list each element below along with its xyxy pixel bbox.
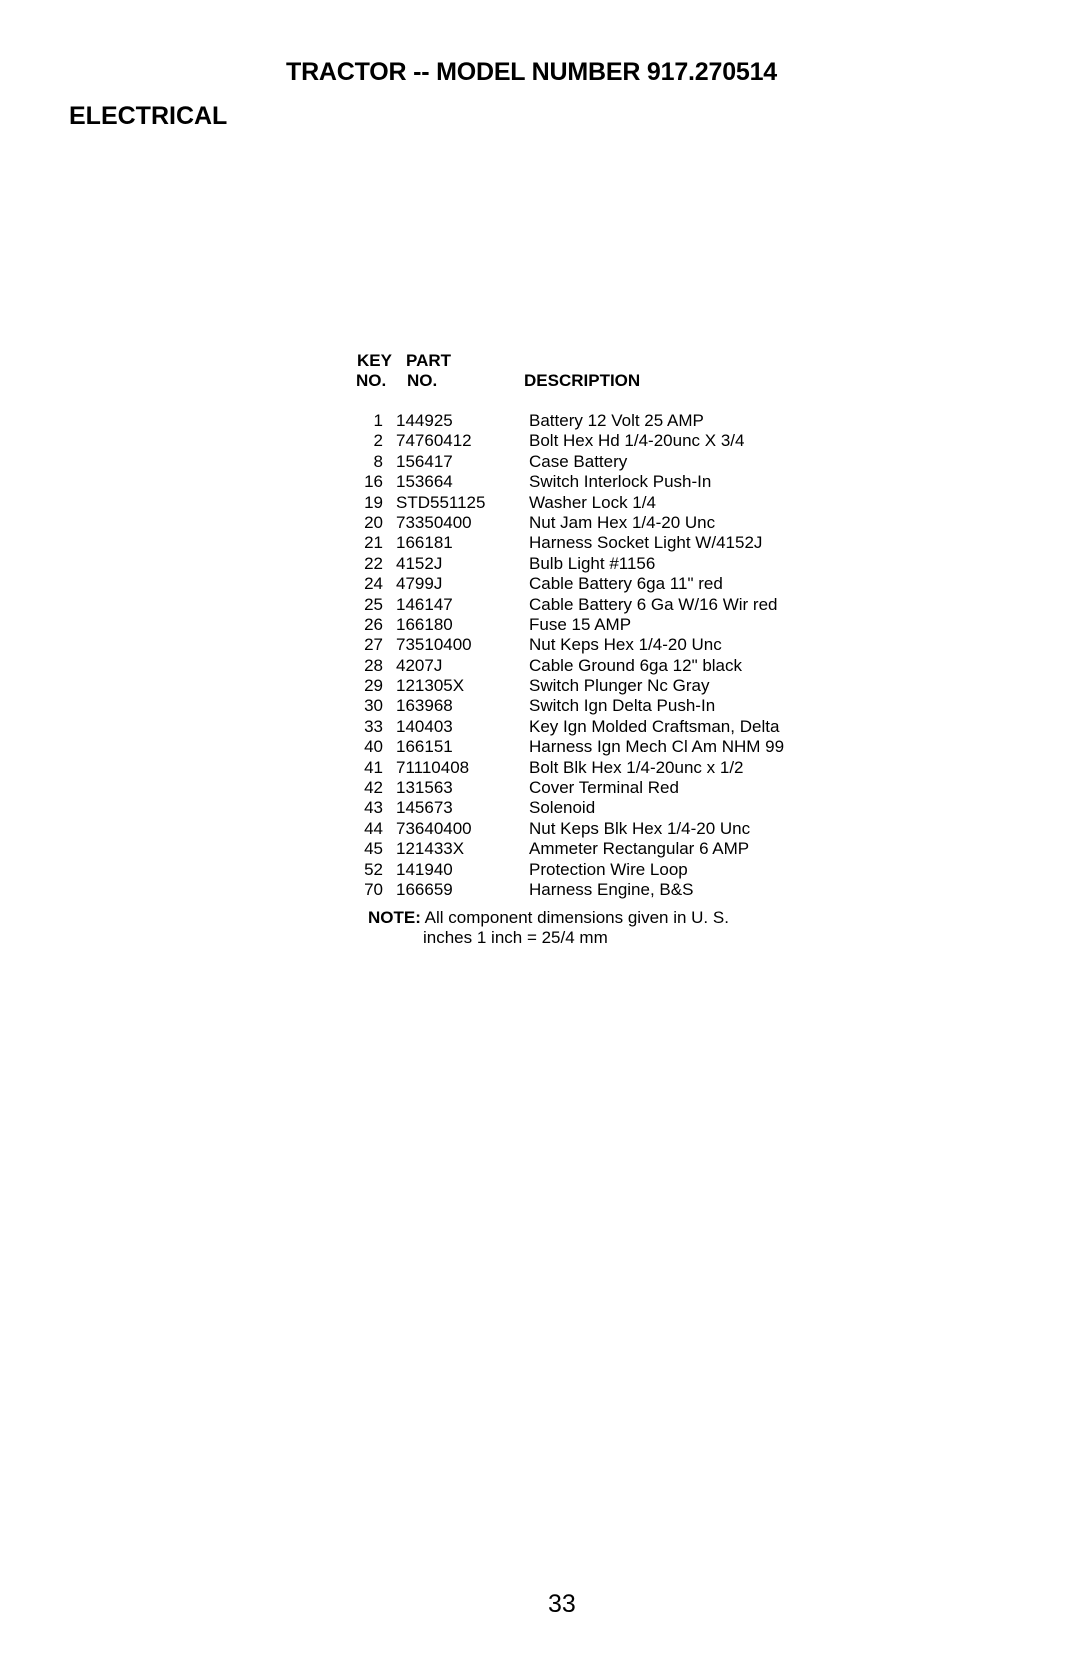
part-number: 141940 (396, 859, 453, 879)
description: Nut Jam Hex 1/4-20 Unc (529, 512, 716, 532)
note-label: NOTE: (368, 908, 421, 927)
page-number: 33 (548, 1590, 576, 1618)
part-number: 163968 (396, 696, 453, 716)
key-number: 19 (364, 492, 383, 512)
description: Harness Engine, B&S (529, 879, 694, 899)
table-row (0, 493, 1075, 513)
table-row (0, 717, 1075, 737)
table-row (0, 839, 1075, 859)
table-row (0, 595, 1075, 615)
key-number: 29 (364, 676, 383, 696)
key-number: 45 (364, 839, 383, 859)
table-row (0, 778, 1075, 798)
description: Cable Battery 6ga 11" red (529, 574, 723, 594)
key-number: 25 (364, 594, 383, 614)
header-key-line2: NO. (356, 371, 387, 390)
parts-list (0, 411, 1075, 900)
key-number: 70 (364, 879, 383, 899)
description: Bolt Hex Hd 1/4-20unc X 3/4 (529, 431, 745, 451)
section-title: ELECTRICAL (69, 102, 228, 130)
key-number: 26 (364, 614, 383, 634)
part-number: 71110408 (396, 757, 470, 777)
part-number: 73350400 (396, 512, 472, 532)
table-row (0, 411, 1075, 431)
part-number: 166180 (396, 614, 453, 634)
part-number: 74760412 (396, 431, 472, 451)
part-number: 140403 (396, 716, 453, 736)
key-number: 40 (364, 737, 383, 757)
description: Ammeter Rectangular 6 AMP (529, 839, 750, 859)
key-number: 2 (373, 431, 383, 451)
part-number: 153664 (396, 472, 453, 492)
table-row (0, 737, 1075, 757)
table-row (0, 819, 1075, 839)
description: Bulb Light #1156 (529, 553, 656, 573)
table-row (0, 798, 1075, 818)
key-number: 16 (364, 472, 383, 492)
key-number: 21 (364, 533, 383, 553)
description: Harness Ign Mech Cl Am NHM 99 (529, 737, 785, 757)
description: Fuse 15 AMP (529, 614, 632, 634)
note (368, 908, 729, 948)
key-number: 52 (364, 859, 383, 879)
header-description: DESCRIPTION (524, 371, 641, 390)
table-row (0, 860, 1075, 880)
description: Nut Keps Blk Hex 1/4-20 Unc (529, 818, 751, 838)
table-row (0, 472, 1075, 492)
key-number: 20 (364, 512, 383, 532)
note-line1: All component dimensions given in U. S. (420, 908, 729, 927)
table-row (0, 452, 1075, 472)
key-number: 41 (364, 757, 383, 777)
page-title: TRACTOR -- MODEL NUMBER 917.270514 (286, 58, 778, 86)
part-number: 73510400 (396, 635, 472, 655)
table-row (0, 615, 1075, 635)
part-number: 121305X (396, 676, 465, 696)
part-number: 4207J (396, 655, 443, 675)
key-number: 30 (364, 696, 383, 716)
header-part-line1: PART (406, 351, 452, 370)
table-row (0, 574, 1075, 594)
description: Bolt Blk Hex 1/4-20unc x 1/2 (529, 757, 744, 777)
table-row (0, 554, 1075, 574)
part-number: 166181 (396, 533, 453, 553)
key-number: 28 (364, 655, 383, 675)
part-number: 156417 (396, 451, 453, 471)
description: Battery 12 Volt 25 AMP (529, 411, 704, 430)
description: Case Battery (529, 451, 628, 471)
part-number: 166659 (396, 879, 453, 899)
part-number: 4799J (396, 574, 443, 594)
header-key-line1: KEY (357, 351, 392, 370)
key-number: 44 (364, 818, 383, 838)
key-number: 1 (373, 411, 383, 430)
part-number: 73640400 (396, 818, 472, 838)
description: Cable Ground 6ga 12" black (529, 655, 743, 675)
description: Washer Lock 1/4 (529, 492, 656, 512)
description: Switch Plunger Nc Gray (529, 676, 710, 696)
part-number: 121433X (396, 839, 465, 859)
description: Cover Terminal Red (529, 778, 679, 798)
table-row (0, 758, 1075, 778)
description: Switch Interlock Push-In (529, 472, 712, 492)
key-number: 43 (364, 798, 383, 818)
table-row (0, 431, 1075, 451)
key-number: 42 (364, 778, 383, 798)
table-row (0, 635, 1075, 655)
table-row (0, 880, 1075, 900)
description: Harness Socket Light W/4152J (529, 533, 763, 553)
description: Cable Battery 6 Ga W/16 Wir red (529, 594, 778, 614)
key-number: 22 (364, 553, 383, 573)
key-number: 33 (364, 716, 383, 736)
key-number: 24 (364, 574, 383, 594)
description: Protection Wire Loop (529, 859, 688, 879)
part-number: 131563 (396, 778, 453, 798)
part-number: 146147 (396, 594, 453, 614)
description: Solenoid (529, 798, 596, 818)
header-part-line2: NO. (407, 371, 438, 390)
table-row (0, 656, 1075, 676)
part-number: STD551125 (396, 492, 486, 512)
description: Key Ign Molded Craftsman, Delta (529, 716, 780, 736)
key-number: 27 (364, 635, 383, 655)
note-line2: inches 1 inch = 25/4 mm (423, 928, 608, 947)
description: Nut Keps Hex 1/4-20 Unc (529, 635, 722, 655)
table-row (0, 676, 1075, 696)
table-row (0, 513, 1075, 533)
table-row (0, 533, 1075, 553)
key-number: 8 (373, 451, 383, 471)
part-number: 4152J (396, 553, 443, 573)
part-number: 144925 (396, 411, 453, 430)
part-number: 166151 (396, 737, 453, 757)
table-row (0, 696, 1075, 716)
description: Switch Ign Delta Push-In (529, 696, 716, 716)
part-number: 145673 (396, 798, 453, 818)
